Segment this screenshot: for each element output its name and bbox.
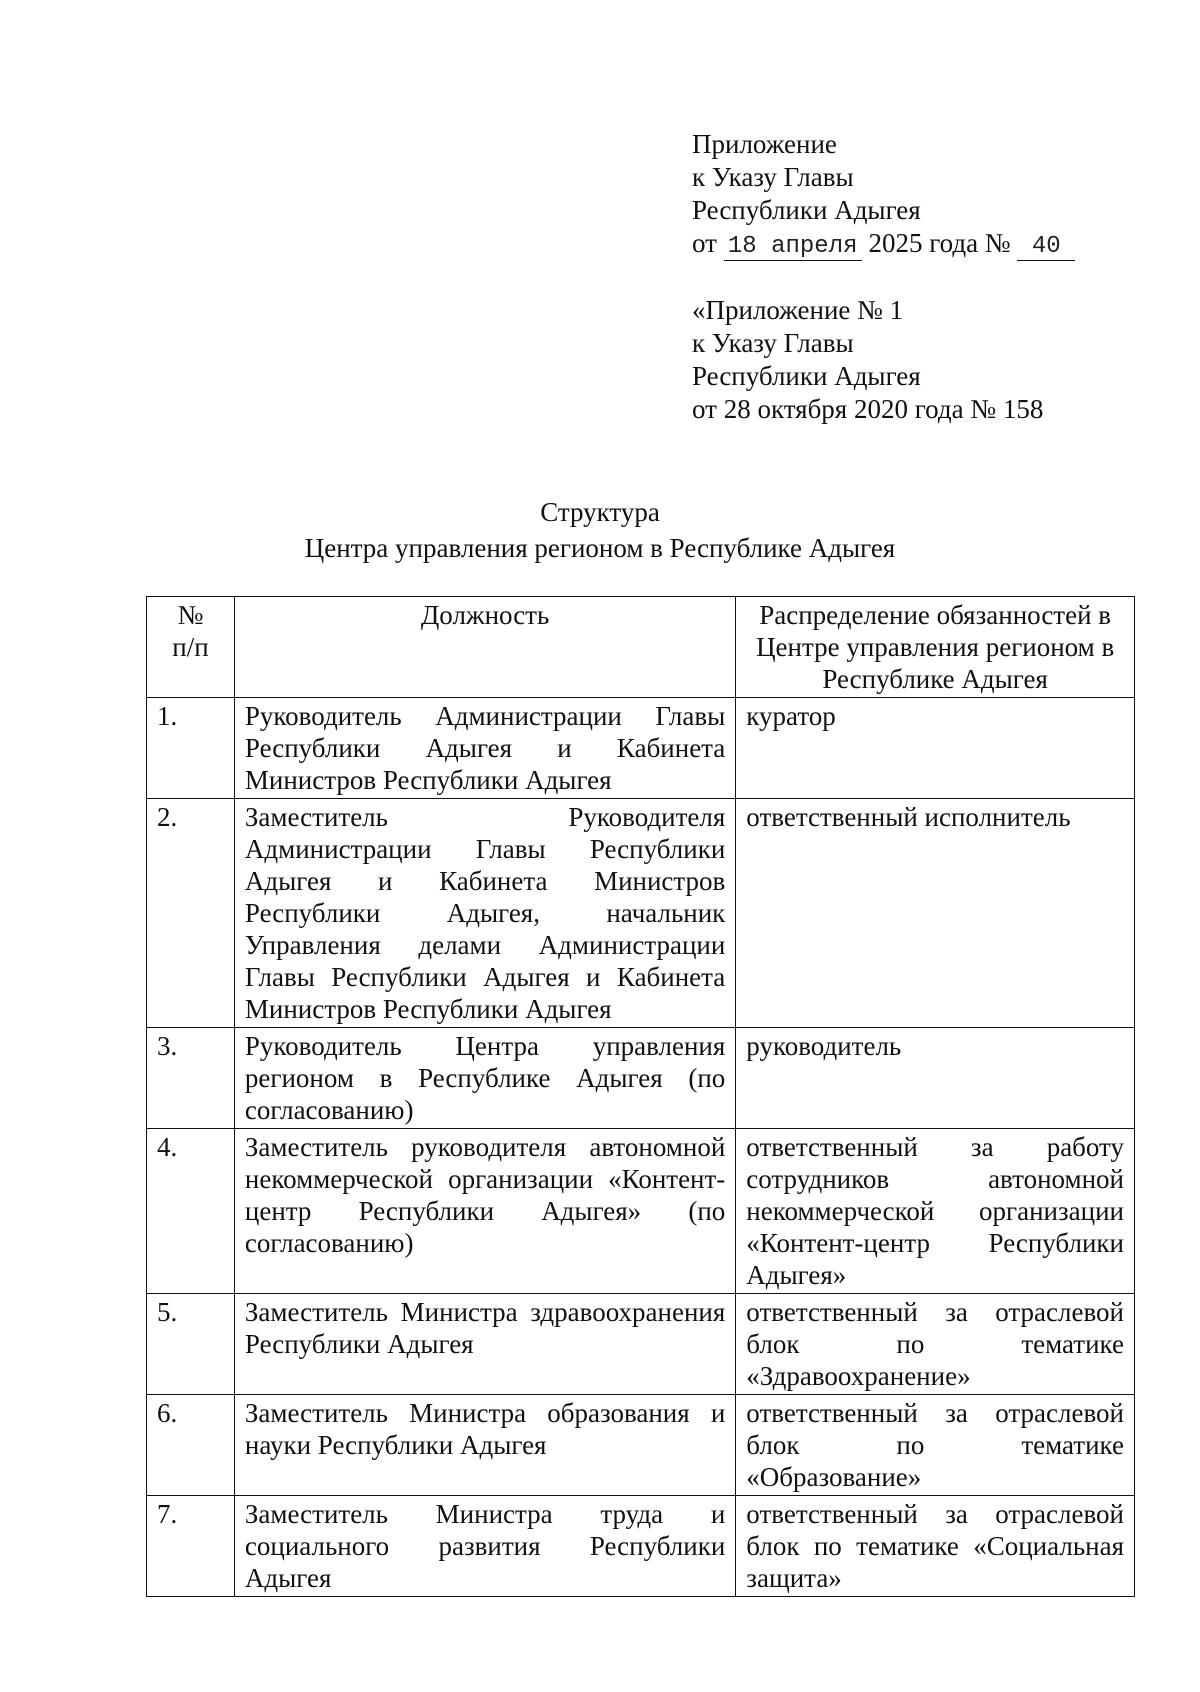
row-number: 7. [147,1496,235,1597]
table-header-row [147,597,1135,698]
row-number: 4. [147,1129,235,1294]
original-republic-name: Республики Адыгея [692,361,921,391]
row-duty: куратор [736,698,1135,799]
table-row [147,1028,1135,1129]
row-position: Заместитель руководителя автономной некоммерческой организации «Контент-центр Республики Адыгея» (по согласованию) [234,1129,735,1294]
date-prefix: от [692,228,717,258]
row-position: Заместитель Министра здравоохранения Республики Адыгея [234,1294,735,1395]
header-duties: Распределение обязанностей в Центре управления регионом в Республике Адыгея [736,597,1135,698]
header-number-sign: № [177,600,204,630]
title-line-1: Структура [540,497,660,527]
original-appendix-header [692,294,1043,426]
table-row [147,799,1135,1028]
table-row [147,1129,1135,1294]
appendix-label: Приложение [692,129,837,159]
header-number-pp: п/п [172,632,209,662]
row-duty: ответственный исполнитель [736,799,1135,1028]
row-duty: руководитель [736,1028,1135,1129]
row-duty: ответственный за работу сотрудников автономной некоммерческой организации «Контент-центр Республики Адыгея» [736,1129,1135,1294]
handwritten-number: 40 [1017,234,1075,261]
table-row [147,698,1135,799]
row-position: Заместитель Министра образования и науки Республики Адыгея [234,1395,735,1496]
table-row [147,1395,1135,1496]
handwritten-date: 18 апреля [724,234,862,261]
original-appendix-label: «Приложение № 1 [692,295,904,325]
document-title [0,494,1200,566]
row-position: Заместитель Руководителя Администрации Главы Республики Адыгея и Кабинета Министров Республики Адыгея, начальник Управления делами Администрации Главы Республики Адыгея и Кабинета Министров Республики Адыгея [234,799,735,1028]
republic-name: Республики Адыгея [692,195,921,225]
row-position: Руководитель Администрации Главы Республики Адыгея и Кабинета Министров Республики Адыгея [234,698,735,799]
appendix-header [692,128,1075,261]
row-number: 1. [147,698,235,799]
row-number: 5. [147,1294,235,1395]
table-row [147,1496,1135,1597]
decree-year: 2025 года № [868,228,1011,258]
header-number [147,597,235,698]
row-duty: ответственный за отраслевой блок по тематике «Образование» [736,1395,1135,1496]
row-number: 3. [147,1028,235,1129]
row-duty: ответственный за отраслевой блок по тематике «Здравоохранение» [736,1294,1135,1395]
row-position: Заместитель Министра труда и социального развития Республики Адыгея [234,1496,735,1597]
decree-date-line [692,227,1075,261]
header-position: Должность [234,597,735,698]
structure-table [146,596,1135,1597]
decree-reference: к Указу Главы [692,162,854,192]
title-line-2: Центра управления регионом в Республике Адыгея [304,533,896,563]
row-position: Руководитель Центра управления регионом в Республике Адыгея (по согласованию) [234,1028,735,1129]
original-decree-date: от 28 октября 2020 года № 158 [692,394,1044,424]
row-number: 6. [147,1395,235,1496]
row-duty: ответственный за отраслевой блок по тематике «Социальная защита» [736,1496,1135,1597]
row-number: 2. [147,799,235,1028]
original-decree-reference: к Указу Главы [692,328,854,358]
table-row [147,1294,1135,1395]
